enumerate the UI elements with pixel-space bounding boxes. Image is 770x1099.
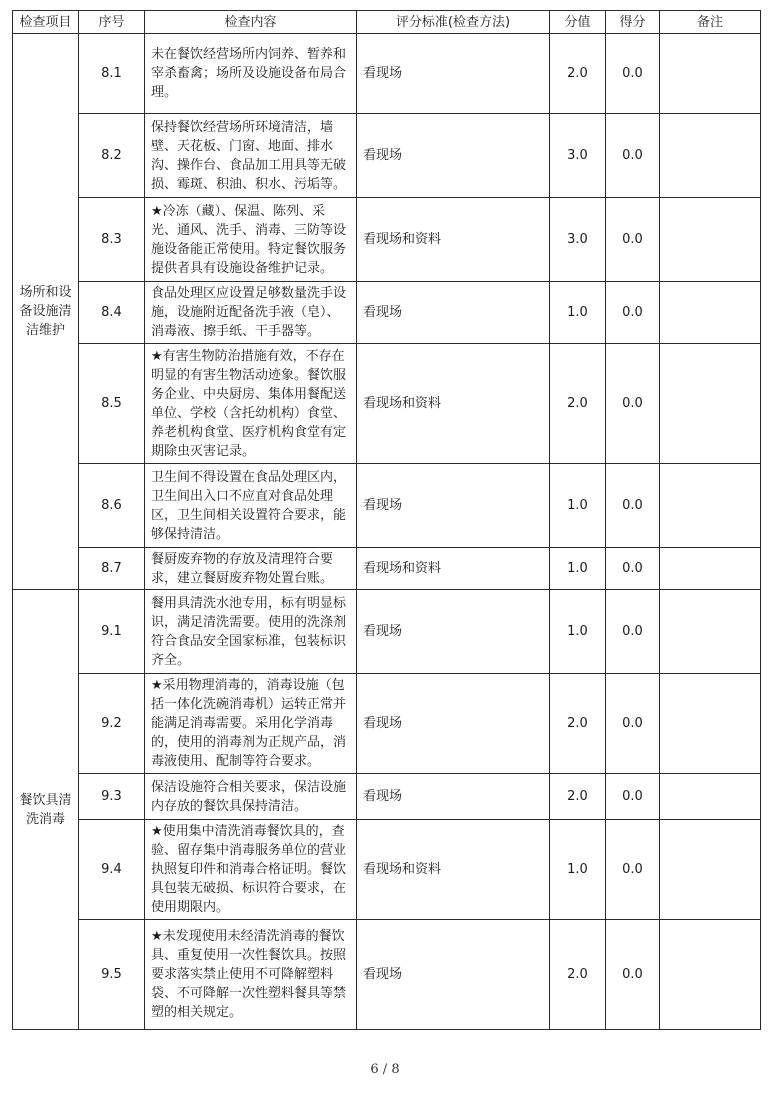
item-remark xyxy=(660,590,761,674)
item-content: ★未发现使用未经清洗消毒的餐饮具、重复使用一次性餐饮具。按照要求落实禁止使用不可降解塑料袋、不可降解一次性塑料餐具等禁塑的相关规定。 xyxy=(145,920,357,1030)
item-score: 2.0 xyxy=(550,344,606,464)
item-got: 0.0 xyxy=(606,674,660,774)
item-score: 2.0 xyxy=(550,920,606,1030)
item-number: 8.3 xyxy=(79,198,145,282)
item-content: 餐厨废弃物的存放及清理符合要求，建立餐厨废弃物处置台账。 xyxy=(145,548,357,590)
item-method: 看现场和资料 xyxy=(357,820,550,920)
item-remark xyxy=(660,548,761,590)
header-score: 分值 xyxy=(550,11,606,34)
item-number: 8.5 xyxy=(79,344,145,464)
header-content: 检查内容 xyxy=(145,11,357,34)
item-method: 看现场 xyxy=(357,34,550,114)
item-score: 1.0 xyxy=(550,590,606,674)
table-row xyxy=(13,34,761,114)
item-content: 卫生间不得设置在食品处理区内，卫生间出入口不应直对食品处理区，卫生间相关设置符合要求，能够保持清洁。 xyxy=(145,464,357,548)
header-method: 评分标准(检查方法) xyxy=(357,11,550,34)
item-score: 1.0 xyxy=(550,820,606,920)
item-method: 看现场和资料 xyxy=(357,198,550,282)
item-score: 2.0 xyxy=(550,34,606,114)
item-got: 0.0 xyxy=(606,198,660,282)
item-got: 0.0 xyxy=(606,774,660,820)
item-score: 2.0 xyxy=(550,774,606,820)
item-got: 0.0 xyxy=(606,114,660,198)
item-got: 0.0 xyxy=(606,548,660,590)
item-remark xyxy=(660,464,761,548)
item-remark xyxy=(660,920,761,1030)
item-number: 8.6 xyxy=(79,464,145,548)
item-remark xyxy=(660,34,761,114)
table-row xyxy=(13,114,761,198)
item-remark xyxy=(660,774,761,820)
item-number: 9.5 xyxy=(79,920,145,1030)
item-got: 0.0 xyxy=(606,820,660,920)
item-method: 看现场 xyxy=(357,674,550,774)
item-content: 未在餐饮经营场所内饲养、暂养和宰杀畜禽；场所及设施设备布局合理。 xyxy=(145,34,357,114)
item-number: 9.3 xyxy=(79,774,145,820)
item-number: 9.1 xyxy=(79,590,145,674)
item-score: 3.0 xyxy=(550,198,606,282)
item-number: 8.7 xyxy=(79,548,145,590)
item-method: 看现场 xyxy=(357,774,550,820)
item-got: 0.0 xyxy=(606,282,660,344)
header-category: 检查项目 xyxy=(13,11,79,34)
item-number: 8.1 xyxy=(79,34,145,114)
item-content: ★采用物理消毒的，消毒设施（包括一体化洗碗消毒机）运转正常并能满足消毒需要。采用化学消毒的，使用的消毒剂为正规产品，消毒液使用、配制等符合要求。 xyxy=(145,674,357,774)
item-remark xyxy=(660,282,761,344)
item-got: 0.0 xyxy=(606,34,660,114)
table-row xyxy=(13,464,761,548)
table-row xyxy=(13,920,761,1030)
table-row xyxy=(13,282,761,344)
category-cell: 餐饮具清洗消毒 xyxy=(13,590,79,1030)
header-remark: 备注 xyxy=(660,11,761,34)
item-number: 9.4 xyxy=(79,820,145,920)
item-content: 保洁设施符合相关要求，保洁设施内存放的餐饮具保持清洁。 xyxy=(145,774,357,820)
category-cell: 场所和设备设施清洁维护 xyxy=(13,34,79,590)
item-got: 0.0 xyxy=(606,920,660,1030)
table-row xyxy=(13,674,761,774)
item-content: 保持餐饮经营场所环境清洁，墙壁、天花板、门窗、地面、排水沟、操作台、食品加工用具等无破损、霉斑、积油、积水、污垢等。 xyxy=(145,114,357,198)
item-content: 餐用具清洗水池专用，标有明显标识，满足清洗需要。使用的洗涤剂符合食品安全国家标准，包装标识齐全。 xyxy=(145,590,357,674)
page-number: 6 / 8 xyxy=(370,1062,400,1077)
table-row xyxy=(13,198,761,282)
item-method: 看现场 xyxy=(357,114,550,198)
item-got: 0.0 xyxy=(606,344,660,464)
table-row xyxy=(13,590,761,674)
inspection-table xyxy=(12,10,761,1030)
item-method: 看现场和资料 xyxy=(357,344,550,464)
item-method: 看现场 xyxy=(357,920,550,1030)
header-got: 得分 xyxy=(606,11,660,34)
item-number: 8.2 xyxy=(79,114,145,198)
item-remark xyxy=(660,344,761,464)
item-method: 看现场 xyxy=(357,464,550,548)
item-score: 1.0 xyxy=(550,464,606,548)
item-got: 0.0 xyxy=(606,590,660,674)
item-remark xyxy=(660,198,761,282)
item-content: ★使用集中清洗消毒餐饮具的，查验、留存集中消毒服务单位的营业执照复印件和消毒合格证明。餐饮具包装无破损、标识符合要求，在使用期限内。 xyxy=(145,820,357,920)
item-got: 0.0 xyxy=(606,464,660,548)
item-remark xyxy=(660,820,761,920)
item-content: 食品处理区应设置足够数量洗手设施，设施附近配备洗手液（皂）、消毒液、擦手纸、干手器等。 xyxy=(145,282,357,344)
item-number: 8.4 xyxy=(79,282,145,344)
table-row xyxy=(13,344,761,464)
table-row xyxy=(13,774,761,820)
table-row xyxy=(13,548,761,590)
item-content: ★冷冻（藏）、保温、陈列、采光、通风、洗手、消毒、三防等设施设备能正常使用。特定餐饮服务提供者具有设施设备维护记录。 xyxy=(145,198,357,282)
item-score: 2.0 xyxy=(550,674,606,774)
item-method: 看现场 xyxy=(357,590,550,674)
item-number: 9.2 xyxy=(79,674,145,774)
item-score: 1.0 xyxy=(550,548,606,590)
item-remark xyxy=(660,114,761,198)
item-remark xyxy=(660,674,761,774)
header-row xyxy=(13,11,761,34)
item-score: 3.0 xyxy=(550,114,606,198)
item-score: 1.0 xyxy=(550,282,606,344)
item-method: 看现场和资料 xyxy=(357,548,550,590)
header-number: 序号 xyxy=(79,11,145,34)
table-row xyxy=(13,820,761,920)
item-method: 看现场 xyxy=(357,282,550,344)
item-content: ★有害生物防治措施有效，不存在明显的有害生物活动迹象。餐饮服务企业、中央厨房、集体用餐配送单位、学校（含托幼机构）食堂、养老机构食堂、医疗机构食堂有定期除虫灭害记录。 xyxy=(145,344,357,464)
